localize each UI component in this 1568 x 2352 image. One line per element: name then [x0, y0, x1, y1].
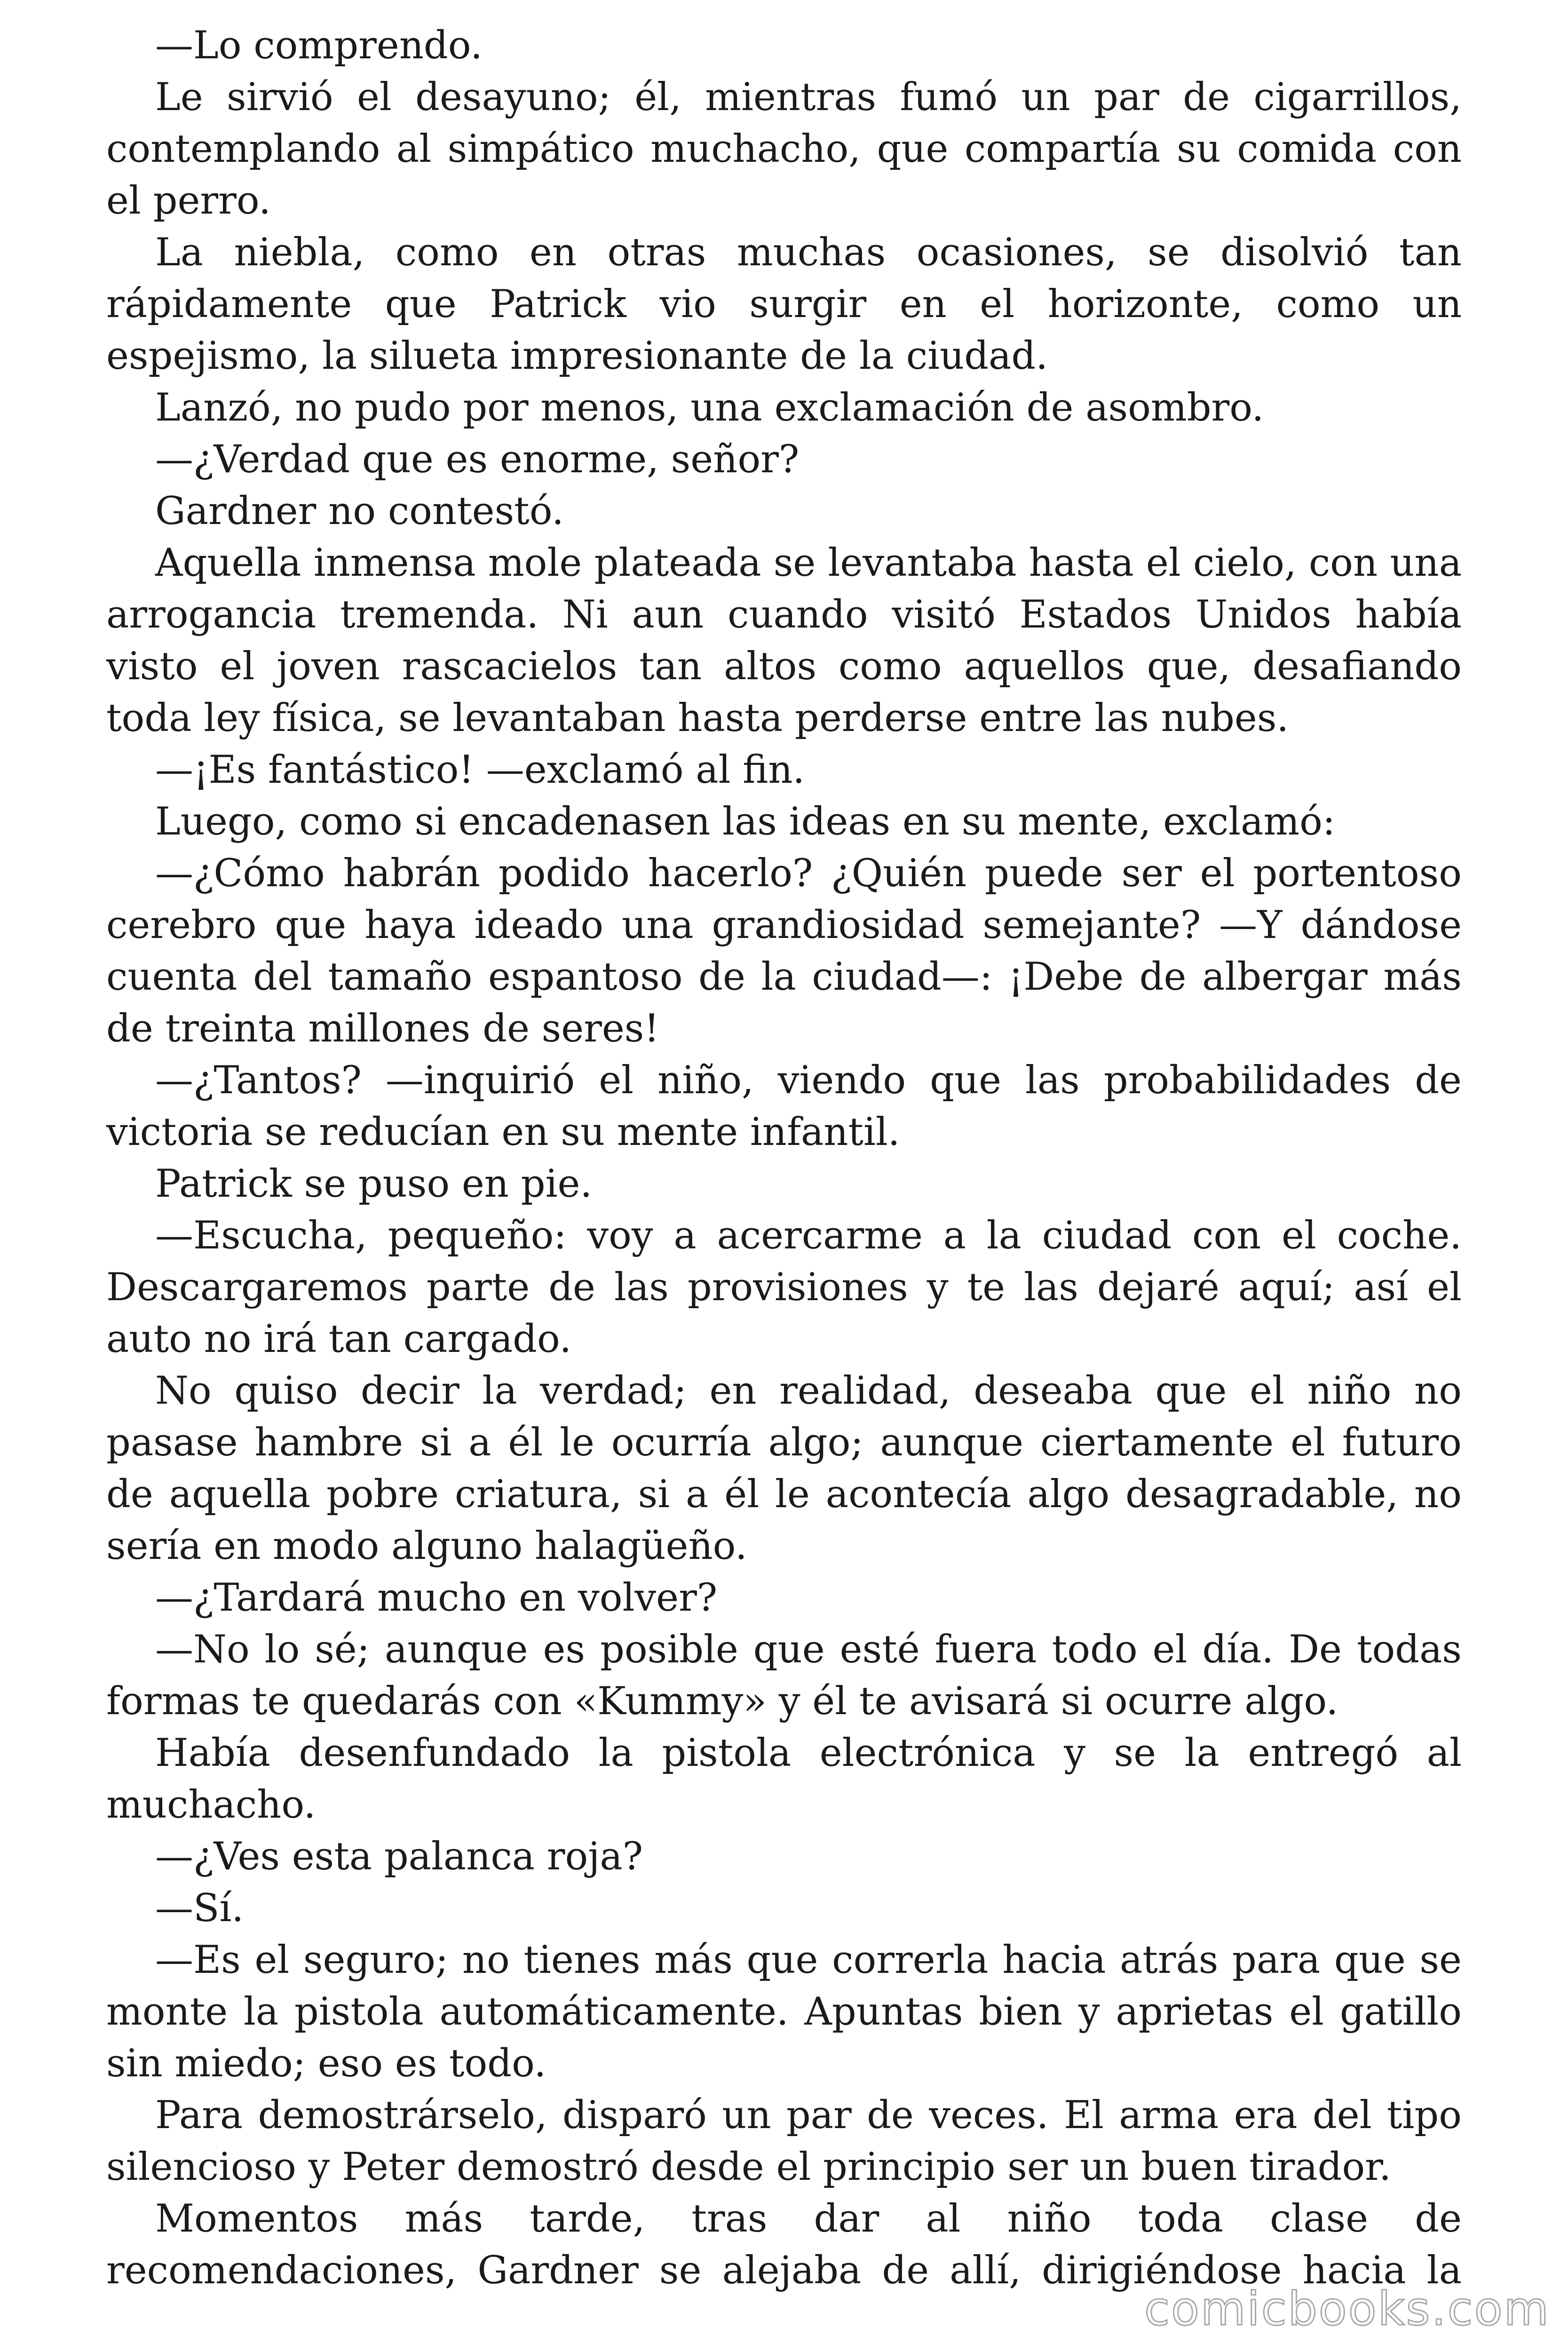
book-page-text	[106, 20, 1462, 2296]
paragraph: —No lo sé; aunque es posible que esté fuera todo el día. De todas formas te quedarás con «Kummy» y él te avisará si ocurre algo.	[106, 1628, 1462, 1724]
paragraph: —Es el seguro; no tienes más que correrla hacia atrás para que se monte la pistola automáticamente. Apuntas bien y aprietas el gatillo sin miedo; eso es todo.	[106, 1938, 1462, 2086]
paragraph: Gardner no contestó.	[155, 489, 564, 533]
paragraph: Había desenfundado la pistola electrónica y se la entregó al muchacho.	[106, 1731, 1462, 1827]
paragraph: —¿Cómo habrán podido hacerlo? ¿Quién puede ser el portentoso cerebro que haya ideado una grandiosidad semejante? —Y dándose cuenta del tamaño espantoso de la ciudad—: ¡Debe de albergar más de treinta millones de seres!	[106, 851, 1462, 1051]
paragraph: La niebla, como en otras muchas ocasiones, se disolvió tan rápidamente que Patrick vio surgir en el horizonte, como un espejismo, la silueta impresionante de la ciudad.	[106, 230, 1462, 378]
paragraph: Patrick se puso en pie.	[155, 1162, 593, 1206]
paragraph: —¿Tardará mucho en volver?	[155, 1576, 718, 1620]
paragraph: Luego, como si encadenasen las ideas en su mente, exclamó:	[155, 800, 1336, 844]
watermark-logo: comicbooks.com	[1144, 2282, 1550, 2336]
paragraph: No quiso decir la verdad; en realidad, deseaba que el niño no pasase hambre si a él le ocurría algo; aunque ciertamente el futuro de aquella pobre criatura, si a él le acontecía algo desagradable, no sería en modo alguno halagüeño.	[106, 1369, 1462, 1568]
paragraph: Le sirvió el desayuno; él, mientras fumó un par de cigarrillos, contemplando al simpático muchacho, que compartía su comida con el perro.	[106, 75, 1462, 223]
paragraph-continued: Momentos más tarde, tras dar al niño toda clase de recomendaciones, Gardner se alejaba de allí, dirigiéndose hacia la	[106, 2197, 1462, 2293]
paragraph: —Sí.	[155, 1886, 244, 1931]
paragraph: —Escucha, pequeño: voy a acercarme a la ciudad con el coche. Descargaremos parte de las provisiones y te las dejaré aquí; así el auto no irá tan cargado.	[106, 1214, 1462, 1361]
paragraph: Aquella inmensa mole plateada se levantaba hasta el cielo, con una arrogancia tremenda. Ni aun cuando visitó Estados Unidos había visto el joven rascacielos tan altos como aquellos que, desafiando toda ley física, se levantaban hasta perderse entre las nubes.	[106, 541, 1462, 740]
paragraph: —¿Ves esta palanca roja?	[155, 1835, 643, 1879]
paragraph: Para demostrárselo, disparó un par de veces. El arma era del tipo silencioso y Peter demostró desde el principio ser un buen tirador.	[106, 2093, 1462, 2189]
paragraph: —¿Verdad que es enorme, señor?	[155, 437, 800, 482]
paragraph: —¡Es fantástico! —exclamó al fin.	[155, 748, 805, 792]
paragraph: Lanzó, no pudo por menos, una exclamación de asombro.	[155, 386, 1264, 430]
paragraph: —¿Tantos? —inquirió el niño, viendo que las probabilidades de victoria se reducían en su mente infantil.	[106, 1058, 1462, 1154]
paragraph: —Lo comprendo.	[155, 24, 483, 68]
